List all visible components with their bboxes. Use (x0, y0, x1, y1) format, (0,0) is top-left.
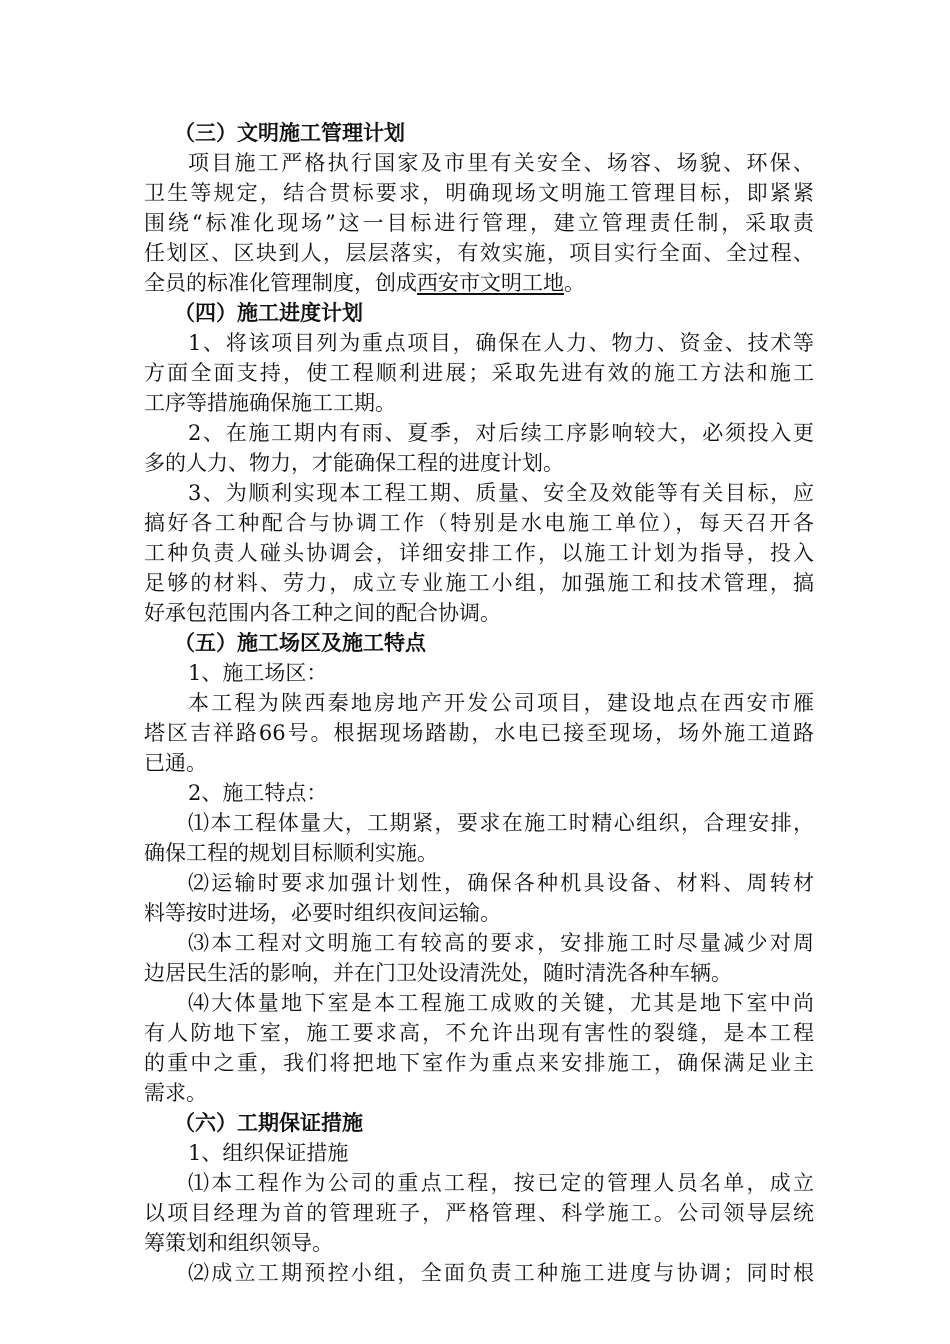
paragraph-line: 有人防地下室，施工要求高，不允许出现有害性的裂缝，是本工程 (144, 1021, 814, 1045)
paragraph-line: 项目施工严格执行国家及市里有关安全、场容、场貌、环保、 (188, 151, 814, 175)
paragraph-line: 工种负责人碰头协调会，详细安排工作，以施工计划为指导，投入 (144, 541, 814, 565)
paragraph-line: ⑴本工程作为公司的重点工程，按已定的管理人员名单，成立 (188, 1171, 814, 1195)
paragraph-line: 本工程为陕西秦地房地产开发公司项目，建设地点在西安市雁 (188, 691, 814, 715)
paragraph-line: ⑴本工程体量大，工期紧，要求在施工时精心组织，合理安排， (188, 811, 814, 835)
paragraph-text: 。 (564, 271, 585, 295)
subheading: 1、施工场区： (188, 661, 328, 685)
paragraph-line: 多的人力、物力，才能确保工程的进度计划。 (144, 451, 564, 475)
paragraph-text: 全员的标准化管理制度，创成 (144, 271, 417, 295)
paragraph-line: 方面全面支持，使工程顺利进展；采取先进有效的施工方法和施工 (144, 361, 814, 385)
paragraph-line: 卫生等规定，结合贯标要求，明确现场文明施工管理目标，即紧紧 (144, 181, 814, 205)
underlined-site-name: 西安市文明工地 (417, 271, 564, 295)
paragraph-line: 2、在施工期内有雨、夏季，对后续工序影响较大，必须投入更 (188, 421, 814, 445)
paragraph-line: 确保工程的规划目标顺利实施。 (144, 841, 438, 865)
section-heading: （三）文明施工管理计划 (174, 120, 405, 145)
paragraph-line: 足够的材料、劳力，成立专业施工小组，加强施工和技术管理，搞 (144, 571, 814, 595)
paragraph-line: 1、将该项目列为重点项目，确保在人力、物力、资金、技术等 (188, 331, 814, 355)
subheading: 1、组织保证措施 (188, 1141, 349, 1165)
paragraph-line (144, 268, 585, 298)
paragraph-line: ⑵成立工期预控小组，全面负责工种施工进度与协调；同时根 (188, 1261, 814, 1285)
paragraph-line: 筹策划和组织领导。 (144, 1231, 333, 1255)
section-heading: （五）施工场区及施工特点 (174, 630, 426, 655)
section-heading: （四）施工进度计划 (174, 300, 363, 325)
paragraph-line: 搞好各工种配合与协调工作（特别是水电施工单位），每天召开各 (144, 511, 814, 535)
paragraph-line: 需求。 (144, 1081, 207, 1105)
paragraph-line: 边居民生活的影响，并在门卫处设清洗处，随时清洗各种车辆。 (144, 961, 732, 985)
subheading: 2、施工特点： (188, 781, 328, 805)
paragraph-line: 围绕“标准化现场”这一目标进行管理，建立管理责任制，采取责 (144, 211, 814, 235)
section-heading: （六）工期保证措施 (174, 1110, 363, 1135)
paragraph-line: 好承包范围内各工种之间的配合协调。 (144, 601, 501, 625)
paragraph-line: 任划区、区块到人，层层落实，有效实施，项目实行全面、全过程、 (144, 241, 814, 265)
paragraph-line: 的重中之重，我们将把地下室作为重点来安排施工，确保满足业主 (144, 1051, 814, 1075)
paragraph-line: 3、为顺利实现本工程工期、质量、安全及效能等有关目标，应 (188, 481, 814, 505)
paragraph-line: 工序等措施确保施工工期。 (144, 391, 396, 415)
paragraph-line: ⑷大体量地下室是本工程施工成败的关键，尤其是地下室中尚 (188, 991, 814, 1015)
paragraph-line: ⑶本工程对文明施工有较高的要求，安排施工时尽量减少对周 (188, 931, 814, 955)
paragraph-line: 以项目经理为首的管理班子，严格管理、科学施工。公司领导层统 (144, 1201, 814, 1225)
paragraph-line: 料等按时进场，必要时组织夜间运输。 (144, 901, 501, 925)
paragraph-line: 已通。 (144, 751, 207, 775)
paragraph-line: 塔区吉祥路66号。根据现场踏勘，水电已接至现场，场外施工道路 (144, 721, 814, 745)
paragraph-line: ⑵运输时要求加强计划性，确保各种机具设备、材料、周转材 (188, 871, 814, 895)
